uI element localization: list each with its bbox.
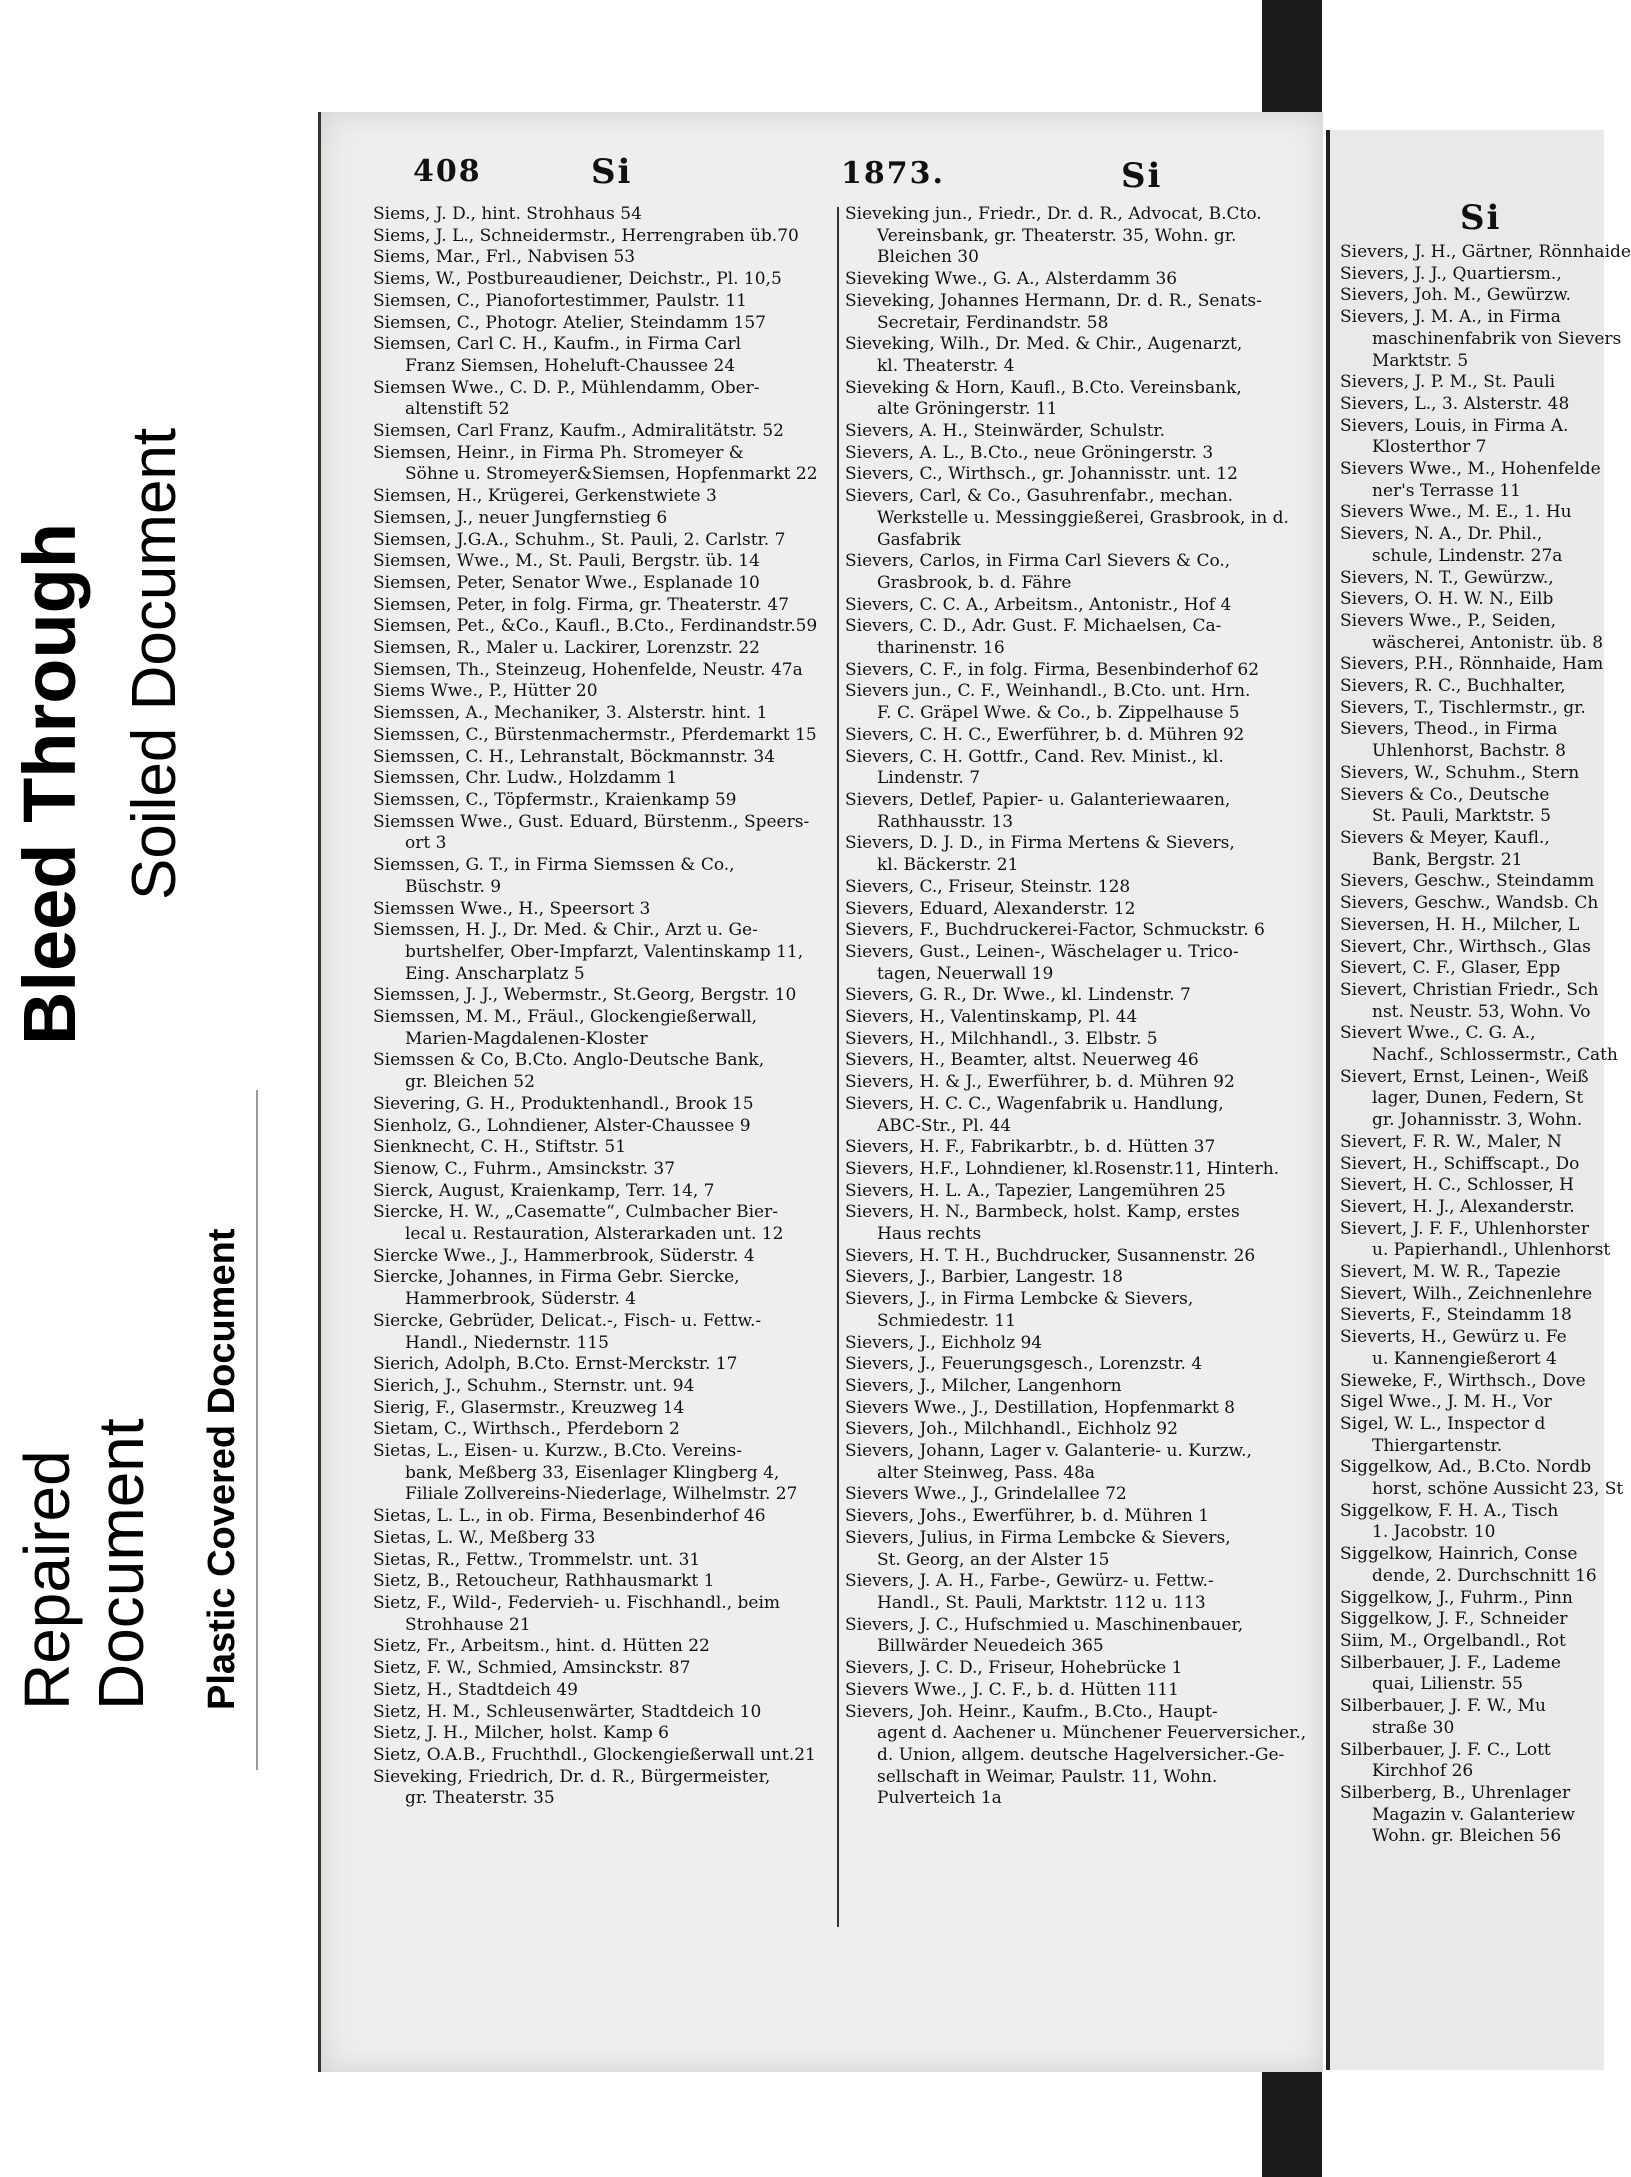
directory-entry-line: Siemsen, Carl C. H., Kaufm., in Firma Carl [373, 334, 742, 355]
header-letter-right: Si [1121, 156, 1163, 196]
directory-entry-line: Marktstr. 5 [1372, 350, 1469, 371]
directory-entry-line: Haus rechts [877, 1224, 982, 1245]
directory-entry-line: Pulverteich 1a [877, 1788, 1002, 1809]
directory-entry-line: Sievers, Joh. M., Gewürzw. [1340, 285, 1572, 306]
directory-entry-line: Sievert, Ernst, Leinen-, Weiß [1340, 1066, 1589, 1087]
directory-entry-line: Sievers Wwe., J., Grindelallee 72 [845, 1484, 1127, 1505]
directory-entry-line: Sievers, A. H., Steinwärder, Schulstr. [845, 421, 1166, 442]
directory-entry-line: Sietz, F. W., Schmied, Amsinckstr. 87 [373, 1658, 691, 1679]
directory-entry-line: Siggelkow, Hainrich, Conse [1340, 1544, 1578, 1565]
directory-entry-line: ABC-Str., Pl. 44 [877, 1115, 1012, 1136]
label-plastic-covered: Plastic Covered Document [201, 1228, 243, 1710]
directory-entry-line: agent d. Aachener u. Münchener Feuerversicher., [877, 1723, 1307, 1744]
directory-entry-line: Sigel, W. L., Inspector d [1340, 1413, 1546, 1434]
directory-entry-line: Sietz, B., Retoucheur, Rathhausmarkt 1 [373, 1571, 715, 1592]
directory-entry-line: burtshelfer, Ober-Impfarzt, Valentinskamp 11, [405, 941, 804, 962]
directory-entry-line: F. C. Gräpel Wwe. & Co., b. Zippelhause 5 [877, 703, 1240, 724]
directory-entry-line: Sievers, Carl, & Co., Gasuhrenfabr., mechan. [845, 486, 1234, 507]
directory-entry-line: Sievers, J., Barbier, Langestr. 18 [845, 1267, 1123, 1288]
directory-entry-line: Sievers, Joh., Milchhandl., Eichholz 92 [845, 1419, 1178, 1440]
page-number: 408 [413, 154, 482, 189]
directory-entry-line: Sieveking jun., Friedr., Dr. d. R., Advocat, B.Cto. [845, 204, 1262, 224]
directory-entry-line: Sienholz, G., Lohndiener, Alster-Chaussee 9 [373, 1115, 751, 1136]
directory-entry-line: Sievers, F., Buchdruckerei-Factor, Schmuckstr. 6 [845, 920, 1265, 941]
directory-entry-line: Sierich, J., Schuhm., Sternstr. unt. 94 [373, 1375, 695, 1396]
directory-entry-line: Siemssen, M. M., Fräul., Glockengießerwall, [373, 1007, 757, 1028]
directory-entry-line: ner's Terrasse 11 [1372, 480, 1521, 501]
directory-entry-line: Silberbauer, J. F. C., Lott [1340, 1739, 1551, 1760]
directory-entry-line: Sievering, G. H., Produktenhandl., Brook 15 [373, 1093, 754, 1114]
directory-entry-line: Filiale Zollvereins-Niederlage, Wilhelmstr. 27 [405, 1484, 798, 1505]
directory-entry-line: Sievers Wwe., M. E., 1. Hu [1340, 502, 1572, 523]
directory-entry-line: Siems, W., Postbureaudiener, Deichstr., Pl. 10,5 [373, 269, 782, 290]
directory-entry-line: Billwärder Neuedeich 365 [877, 1636, 1104, 1657]
directory-entry-line: Silberberg, B., Uhrenlager [1340, 1782, 1571, 1803]
directory-entry-line: Sigel Wwe., J. M. H., Vor [1340, 1392, 1552, 1413]
directory-entry-line: Siemssen, C., Töpfermstr., Kraienkamp 59 [373, 789, 737, 810]
directory-entry-line: sellschaft in Weimar, Paulstr. 11, Wohn. [877, 1766, 1218, 1787]
directory-entry-line: alter Steinweg, Pass. 48a [877, 1462, 1096, 1483]
directory-entry-line: Wohn. gr. Bleichen 56 [1372, 1826, 1562, 1847]
directory-entry-line: Sieversen, H. H., Milcher, L [1340, 914, 1580, 935]
directory-entry-line: Sievers, A. L., B.Cto., neue Gröningerstr. 3 [845, 442, 1214, 463]
directory-entry-line: Sieveking, Johannes Hermann, Dr. d. R., Senats- [845, 290, 1262, 311]
directory-entry-line: Siemsen, Peter, in folg. Firma, gr. Theaterstr. 47 [373, 594, 790, 615]
directory-entry-line: Sievers, Eduard, Alexanderstr. 12 [845, 898, 1136, 919]
directory-entry-line: Sieveking, Wilh., Dr. Med. & Chir., Augenarzt, [845, 334, 1243, 355]
directory-entry-line: Rathhausstr. 13 [877, 811, 1014, 832]
directory-entry-line: Klosterthor 7 [1372, 437, 1487, 458]
directory-entry-line: Sievers, C. D., Adr. Gust. F. Michaelsen, Ca- [845, 616, 1222, 637]
directory-entry-line: Sievers, C. H. Gottfr., Cand. Rev. Minist., kl. [845, 746, 1224, 767]
directory-entry-line: Marien-Magdalenen-Kloster [405, 1028, 648, 1049]
directory-entry-line: Sievert Wwe., C. G. A., [1340, 1023, 1536, 1044]
directory-entry-line: Siemsen, Th., Steinzeug, Hohenfelde, Neustr. 47a [373, 659, 803, 680]
directory-entry-line: Siggelkow, F. H. A., Tisch [1340, 1500, 1559, 1521]
directory-entry-line: Siemssen, J. J., Webermstr., St.Georg, Bergstr. 10 [373, 985, 797, 1006]
directory-entry-line: Sievers, Carlos, in Firma Carl Sievers & Co., [845, 551, 1231, 572]
directory-entry-line: Sievert, H., Schiffscapt., Do [1340, 1153, 1580, 1174]
tab-edge [256, 1090, 272, 1770]
directory-entry-line: Sievers, W., Schuhm., Stern [1340, 762, 1580, 783]
directory-entry-line: wäscherei, Antonistr. üb. 8 [1372, 632, 1604, 653]
directory-entry-line: Siemssen, C., Bürstenmachermstr., Pferdemarkt 15 [373, 724, 817, 745]
directory-entry-line: Siemsen, Pet., &Co., Kaufl., B.Cto., Ferdinandstr.59 [373, 616, 818, 637]
directory-entry-line: Sietas, L. W., Meßberg 33 [373, 1527, 596, 1548]
directory-entry-line: Sievers, C., Wirthsch., gr. Johannisstr. unt. 12 [845, 464, 1238, 485]
column-2 [845, 204, 1315, 1944]
label-soiled-document: Soiled Document [120, 427, 189, 900]
directory-entry-line: Sievers, J. M. A., in Firma [1340, 307, 1561, 328]
directory-entry-line: Handl., St. Pauli, Marktstr. 112 u. 113 [877, 1593, 1206, 1613]
directory-entry-line: Sietz, H. M., Schleusenwärter, Stadtdeich 10 [373, 1701, 762, 1722]
directory-entry-line: Sievers, H. C. C., Wagenfabrik u. Handlung, [845, 1093, 1224, 1114]
directory-entry-line: Siim, M., Orgelbandl., Rot [1340, 1631, 1566, 1651]
column-3 [1340, 242, 1631, 2052]
directory-entry-line: bank, Meßberg 33, Eisenlager Klingberg 4, [405, 1462, 780, 1483]
directory-entry-line: Sienknecht, C. H., Stiftstr. 51 [373, 1137, 627, 1158]
directory-entry-line: Sievert, J. F. F., Uhlenhorster [1340, 1218, 1589, 1239]
directory-entry-line: Sievers, Julius, in Firma Lembcke & Sievers, [845, 1527, 1231, 1548]
directory-entry-line: Büschstr. 9 [405, 876, 502, 897]
directory-entry-line: Nachf., Schlossermstr., Cath [1372, 1045, 1618, 1066]
directory-entry-line: Silberbauer, J. F., Lademe [1340, 1652, 1561, 1673]
header-year: 1873. [841, 156, 945, 191]
directory-entry-line: 1. Jacobstr. 10 [1372, 1522, 1496, 1543]
directory-entry-line: gr. Bleichen 52 [405, 1072, 535, 1093]
directory-entry-line: Bank, Bergstr. 21 [1372, 849, 1523, 870]
directory-entry-line: Sievert, Christian Friedr., Sch [1340, 979, 1599, 1000]
directory-entry-line: Siemsen, Peter, Senator Wwe., Esplanade 10 [373, 572, 760, 593]
directory-entry-line: Handl., Niedernstr. 115 [405, 1332, 609, 1353]
directory-entry-line: Vereinsbank, gr. Theaterstr. 35, Wohn. gr. [877, 225, 1237, 246]
directory-entry-line: u. Papierhandl., Uhlenhorst [1372, 1240, 1611, 1261]
next-page-fragment [1326, 130, 1631, 2070]
directory-entry-line: Sievers, O. H. W. N., Eilb [1340, 589, 1554, 610]
directory-entry-line: Sievers, J. H., Gärtner, Rönnhaide [1340, 242, 1631, 262]
directory-entry-line: Grasbrook, b. d. Fähre [877, 572, 1072, 593]
directory-entry-line: Sietz, J. H., Milcher, holst. Kamp 6 [373, 1723, 669, 1744]
directory-entry-line: Siercke Wwe., J., Hammerbrook, Süderstr. 4 [373, 1245, 755, 1266]
directory-entry-line: Siemssen, C. H., Lehranstalt, Böckmannstr. 34 [373, 746, 776, 767]
directory-entry-line: Sievert, F. R. W., Maler, N [1340, 1131, 1562, 1152]
directory-entry-line: Sietas, R., Fettw., Trommelstr. unt. 31 [373, 1549, 701, 1570]
directory-entry-line: Sievers, J. C., Hufschmied u. Maschinenbauer, [845, 1614, 1244, 1635]
directory-entry-line: straße 30 [1372, 1717, 1455, 1738]
directory-entry-line: Sietam, C., Wirthsch., Pferdeborn 2 [373, 1419, 680, 1440]
directory-entry-line: Strohhause 21 [405, 1614, 531, 1635]
column-divider [837, 207, 839, 1927]
directory-entry-line: Sievers, P.H., Rönnhaide, Ham [1340, 654, 1604, 675]
directory-entry-line: Gasfabrik [877, 529, 961, 550]
directory-entry-line: Sievers, T., Tischlermstr., gr. [1340, 697, 1586, 718]
directory-entry-line: Siggelkow, J., Fuhrm., Pinn [1340, 1587, 1573, 1608]
directory-entry-line: alte Gröningerstr. 11 [877, 399, 1058, 420]
directory-entry-line: Sievers, H. N., Barmbeck, holst. Kamp, erstes [845, 1202, 1240, 1223]
directory-entry-line: Siemsen, Heinr., in Firma Ph. Stromeyer & [373, 442, 744, 463]
directory-entry-line: Sievers, N. A., Dr. Phil., [1340, 524, 1543, 545]
directory-entry-line: Siemsen, J.G.A., Schuhm., St. Pauli, 2. Carlstr. 7 [373, 529, 786, 550]
directory-entry-line: Sievert, Wilh., Zeichnenlehre [1340, 1283, 1593, 1304]
directory-entry-line: Siemsen, Wwe., M., St. Pauli, Bergstr. üb. 14 [373, 551, 760, 572]
directory-entry-line: Siercke, H. W., „Casematte“, Culmbacher Bier- [373, 1202, 778, 1223]
directory-entry-line: Siemsen, Carl Franz, Kaufm., Admiralitätstr. 52 [373, 421, 784, 442]
directory-entry-line: Siemsen, H., Krügerei, Gerkenstwiete 3 [373, 486, 717, 507]
directory-entry-line: d. Union, allgem. deutsche Hagelversicher.-Ge- [877, 1744, 1285, 1765]
directory-entry-line: Siemsen, J., neuer Jungfernstieg 6 [373, 507, 668, 528]
directory-entry-line: Sierck, August, Kraienkamp, Terr. 14, 7 [373, 1180, 715, 1201]
directory-entry-line: Siemsen Wwe., C. D. P., Mühlendamm, Ober- [373, 377, 760, 398]
directory-entry-line: horst, schöne Aussicht 23, St [1372, 1479, 1624, 1500]
directory-entry-line: schule, Lindenstr. 27a [1372, 545, 1563, 566]
directory-entry-line: Franz Siemsen, Hoheluft-Chaussee 24 [405, 355, 736, 376]
directory-entry-line: Söhne u. Stromeyer&Siemsen, Hopfenmarkt 22 [405, 464, 818, 485]
directory-entry-line: Sievers, N. T., Gewürzw., [1340, 567, 1554, 588]
directory-entry-line: quai, Lilienstr. 55 [1372, 1674, 1524, 1695]
directory-entry-line: lager, Dunen, Federn, St [1372, 1088, 1584, 1109]
directory-entry-line: Siems, Mar., Frl., Nabvisen 53 [373, 247, 636, 268]
directory-entry-line: Sievers, H., Milchhandl., 3. Elbstr. 5 [845, 1028, 1158, 1049]
directory-entry-line: gr. Theaterstr. 35 [405, 1788, 555, 1809]
directory-entry-line: Siggelkow, Ad., B.Cto. Nordb [1340, 1457, 1592, 1478]
directory-entry-line: kl. Theaterstr. 4 [877, 355, 1015, 376]
directory-entry-line: altenstift 52 [405, 399, 510, 420]
directory-entry-line: Sietz, O.A.B., Fruchthdl., Glockengießerwall unt.21 [373, 1744, 816, 1765]
directory-entry-line: Sietas, L. L., in ob. Firma, Besenbinderhof 46 [373, 1506, 766, 1527]
label-repaired-document [10, 1418, 158, 1710]
directory-entry-line: Sievers, H., Beamter, altst. Neuerweg 46 [845, 1050, 1199, 1071]
directory-entry-line: Sievers, J. J., Quartiersm., [1340, 263, 1562, 284]
directory-entry-line: Sievers, Louis, in Firma A. [1340, 415, 1569, 436]
directory-entry-line: Siercke, Gebrüder, Delicat.-, Fisch- u. Fettw.- [373, 1310, 762, 1331]
directory-entry-line: Sievers, C., Friseur, Steinstr. 128 [845, 876, 1131, 897]
directory-entry-line: maschinenfabrik von Sievers [1372, 328, 1622, 349]
directory-entry-line: Sievers, Theod., in Firma [1340, 719, 1558, 740]
directory-entry-line: Werkstelle u. Messinggießerei, Grasbrook, in d. [877, 507, 1289, 528]
directory-entry-line: Sievers, H. L. A., Tapezier, Langemühren 25 [845, 1180, 1226, 1201]
directory-entry-line: Sievers, C. H. C., Ewerführer, b. d. Mühren 92 [845, 724, 1245, 745]
directory-entry-line: Sievers, H., Valentinskamp, Pl. 44 [845, 1007, 1138, 1028]
directory-entry-line: Sievers, Gust., Leinen-, Wäschelager u. Trico- [845, 941, 1239, 962]
directory-entry-line: dende, 2. Durchschnitt 16 [1372, 1565, 1597, 1586]
directory-entry-line: tharinenstr. 16 [877, 638, 1005, 659]
directory-entry-line: Sievers, J., Feuerungsgesch., Lorenzstr. 4 [845, 1354, 1203, 1375]
directory-entry-line: Sievers, J., Eichholz 94 [845, 1332, 1043, 1353]
next-page-letter: Si [1460, 198, 1502, 238]
directory-entry-line: St. Georg, an der Alster 15 [877, 1549, 1110, 1570]
directory-entry-line: Sieveking, Friedrich, Dr. d. R., Bürgermeister, [373, 1766, 771, 1787]
directory-entry-line: Sievers, H.F., Lohndiener, kl.Rosenstr.11, Hinterh. [845, 1158, 1280, 1179]
directory-entry-line: Sievers, J., in Firma Lembcke & Sievers, [845, 1289, 1194, 1310]
directory-entry-line: Sietas, L., Eisen- u. Kurzw., B.Cto. Vereins- [373, 1441, 743, 1462]
directory-entry-line: Siggelkow, J. F., Schneider [1340, 1609, 1568, 1630]
column-1 [373, 204, 831, 1944]
label-repaired-line1: Repaired [11, 1450, 83, 1710]
directory-entry-line: Siemssen & Co, B.Cto. Anglo-Deutsche Bank, [373, 1050, 765, 1071]
directory-entry-line: Sietz, H., Stadtdeich 49 [373, 1679, 578, 1700]
directory-entry-line: Sievers, Detlef, Papier- u. Galanteriewaaren, [845, 789, 1231, 810]
directory-entry-line: u. Kannengießerort 4 [1372, 1348, 1557, 1369]
directory-entry-line: Sietz, F., Wild-, Federvieh- u. Fischhandl., beim [373, 1593, 781, 1613]
directory-entry-line: Sieveking Wwe., G. A., Alsterdamm 36 [845, 269, 1178, 290]
directory-entry-line: Sievert, H. J., Alexanderstr. [1340, 1196, 1575, 1217]
directory-entry-line: St. Pauli, Marktstr. 5 [1372, 806, 1551, 827]
directory-entry-line: Sierich, Adolph, B.Cto. Ernst-Merckstr. 17 [373, 1354, 738, 1375]
directory-entry-line: Secretair, Ferdinandstr. 58 [877, 312, 1109, 333]
directory-entry-line: Siemssen Wwe., H., Speersort 3 [373, 898, 651, 919]
directory-entry-line: Siemssen Wwe., Gust. Eduard, Bürstenm., Speers- [373, 811, 810, 832]
directory-entry-line: Siemssen, H. J., Dr. Med. & Chir., Arzt u. Ge- [373, 920, 758, 941]
directory-entry-line: Schmiedestr. 11 [877, 1310, 1016, 1331]
directory-entry-line: Siemsen, R., Maler u. Lackirer, Lorenzstr. 22 [373, 638, 760, 659]
directory-entry-line: Siemssen, Chr. Ludw., Holzdamm 1 [373, 768, 678, 789]
directory-entry-line: Sievers, J. P. M., St. Pauli [1340, 372, 1556, 393]
directory-entry-line: Sietz, Fr., Arbeitsm., hint. d. Hütten 22 [373, 1636, 710, 1657]
directory-entry-line: Sievers jun., C. F., Weinhandl., B.Cto. unt. Hrn. [845, 681, 1251, 702]
directory-entry-line: Eing. Anscharplatz 5 [405, 963, 585, 984]
directory-entry-line: Sievers, R. C., Buchhalter, [1340, 676, 1566, 697]
directory-entry-line: ort 3 [405, 833, 447, 854]
directory-entry-line: Siemssen, A., Mechaniker, 3. Alsterstr. hint. 1 [373, 703, 768, 724]
directory-entry-line: Sievers, J. C. D., Friseur, Hohebrücke 1 [845, 1658, 1183, 1679]
directory-entry-line: Sievert, H. C., Schlosser, H [1340, 1175, 1575, 1196]
label-bleed-through: Bleed Through [8, 522, 91, 1045]
directory-entry-line: Sievers, Johann, Lager v. Galanterie- u. Kurzw., [845, 1441, 1252, 1462]
directory-entry-line: Sievers, G. R., Dr. Wwe., kl. Lindenstr. 7 [845, 985, 1191, 1006]
directory-entry-line: Sieveking & Horn, Kaufl., B.Cto. Vereinsbank, [845, 377, 1242, 398]
directory-entry-line: Sievers, H. F., Fabrikarbtr., b. d. Hütten 37 [845, 1137, 1216, 1158]
directory-entry-line: Sievert, M. W. R., Tapezie [1340, 1262, 1561, 1283]
label-repaired-line2: Document [85, 1418, 157, 1710]
directory-entry-line: Sievers, L., 3. Alsterstr. 48 [1340, 393, 1570, 414]
directory-entry-line: Sievers, H. T. H., Buchdrucker, Susannenstr. 26 [845, 1245, 1256, 1266]
directory-entry-line: Sievers Wwe., J. C. F., b. d. Hütten 111 [845, 1679, 1179, 1700]
directory-entry-line: nst. Neustr. 53, Wohn. Vo [1372, 1001, 1591, 1022]
directory-entry-line: Magazin v. Galanteriew [1372, 1804, 1576, 1825]
directory-entry-line: Hammerbrook, Süderstr. 4 [405, 1289, 637, 1310]
directory-entry-line: Sieverts, F., Steindamm 18 [1340, 1305, 1572, 1326]
directory-entry-line: Sievert, Chr., Wirthsch., Glas [1340, 936, 1591, 957]
directory-entry-line: Sieweke, F., Wirthsch., Dove [1340, 1370, 1586, 1391]
directory-entry-line: Sievers, D. J. D., in Firma Mertens & Sievers, [845, 833, 1235, 854]
directory-entry-line: Sievers, Joh. Heinr., Kaufm., B.Cto., Haupt- [845, 1701, 1218, 1722]
header-letter-left: Si [591, 152, 633, 192]
directory-entry-line: Sievert, C. F., Glaser, Epp [1340, 958, 1561, 979]
document-labels [0, 0, 300, 2177]
directory-entry-line: Sievers & Meyer, Kaufl., [1340, 827, 1550, 848]
directory-entry-line: Siemsen, C., Pianofortestimmer, Paulstr. 11 [373, 290, 747, 311]
directory-entry-line: Sievers & Co., Deutsche [1340, 784, 1550, 805]
directory-entry-line: Silberbauer, J. F. W., Mu [1340, 1696, 1547, 1717]
directory-entry-line: lecal u. Restauration, Alsterarkaden unt. 12 [405, 1224, 784, 1245]
directory-entry-line: Sievers, J., Milcher, Langenhorn [845, 1375, 1122, 1396]
directory-entry-line: Sierig, F., Glasermstr., Kreuzweg 14 [373, 1397, 685, 1418]
directory-entry-line: Sievers, H. & J., Ewerführer, b. d. Mühren 92 [845, 1072, 1235, 1093]
directory-entry-line: Siemsen, C., Photogr. Atelier, Steindamm 157 [373, 312, 766, 333]
directory-entry-line: gr. Johannisstr. 3, Wohn. [1372, 1110, 1583, 1131]
directory-entry-line: Sievers, Johs., Ewerführer, b. d. Mühren 1 [845, 1506, 1210, 1527]
directory-entry-line: Lindenstr. 7 [877, 768, 981, 789]
directory-entry-line: Sievers Wwe., M., Hohenfelde [1340, 459, 1601, 480]
directory-entry-line: Sievers, Geschw., Wandsb. Ch [1340, 893, 1599, 914]
directory-entry-line: Siems, J. D., hint. Strohhaus 54 [373, 204, 642, 224]
directory-entry-line: Sievers Wwe., P., Seiden, [1340, 610, 1557, 631]
directory-entry-line: Bleichen 30 [877, 247, 979, 268]
directory-page [318, 112, 1323, 2072]
directory-entry-line: Sievers, J. A. H., Farbe-, Gewürz- u. Fettw.- [845, 1571, 1214, 1592]
directory-entry-line: Siems Wwe., P., Hütter 20 [373, 681, 598, 702]
directory-entry-line: Kirchhof 26 [1372, 1761, 1474, 1782]
directory-entry-line: Siercke, Johannes, in Firma Gebr. Siercke, [373, 1267, 740, 1288]
directory-entry-line: Sienow, C., Fuhrm., Amsinckstr. 37 [373, 1158, 676, 1179]
directory-entry-line: Uhlenhorst, Bachstr. 8 [1372, 741, 1566, 762]
directory-entry-line: tagen, Neuerwall 19 [877, 963, 1054, 984]
directory-entry-line: Thiergartenstr. [1372, 1435, 1503, 1456]
directory-entry-line: Siemssen, G. T., in Firma Siemssen & Co., [373, 855, 735, 876]
directory-entry-line: Sievers, C. C. A., Arbeitsm., Antonistr., Hof 4 [845, 594, 1232, 615]
directory-entry-line: Sievers, C. F., in folg. Firma, Besenbinderhof 62 [845, 659, 1260, 680]
directory-entry-line: Sieverts, H., Gewürz u. Fe [1340, 1327, 1567, 1348]
directory-entry-line: Siems, J. L., Schneidermstr., Herrengraben üb.70 [373, 225, 799, 246]
directory-entry-line: Sievers, Geschw., Steindamm [1340, 871, 1595, 892]
directory-entry-line: kl. Bäckerstr. 21 [877, 855, 1019, 876]
directory-entry-line: Sievers Wwe., J., Destillation, Hopfenmarkt 8 [845, 1397, 1235, 1418]
